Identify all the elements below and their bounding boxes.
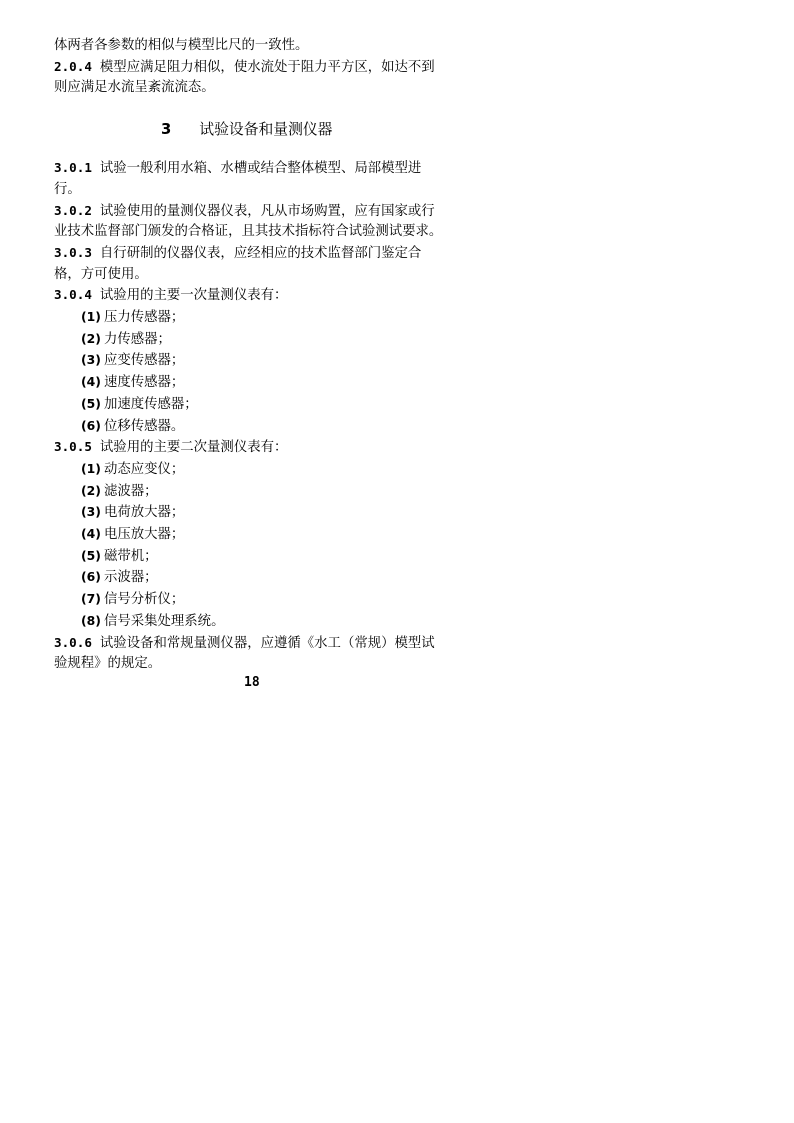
clause-text: 试验设备和常规量测仪器，应遵循《水工（常规）模型试 xyxy=(99,635,435,651)
clause-3-0-2 xyxy=(54,201,456,243)
list-item: (2) 力传感器； xyxy=(81,330,171,347)
clause-text: 模型应满足阻力相似，使水流处于阻力平方区，如达不到 xyxy=(99,59,435,75)
list-item: (4) 电压放大器； xyxy=(81,526,185,543)
clause-3-0-1 xyxy=(54,158,456,200)
clause-2-0-4 xyxy=(54,57,456,99)
clause-text-continued: 业技术监督部门颁发的合格证，且其技术指标符合试验测试要求。 xyxy=(54,224,443,240)
clause-number: 3.0.4 xyxy=(54,287,92,303)
clause-number: 3.0.1 xyxy=(54,160,92,176)
chapter-title: 试验设备和量测仪器 xyxy=(199,121,333,139)
list-item: (5) 加速度传感器； xyxy=(81,395,198,412)
secondary-instrument-list xyxy=(54,459,456,633)
list-item: (4) 速度传感器； xyxy=(81,374,185,391)
clause-text: 自行研制的仪器仪表，应经相应的技术监督部门鉴定合 xyxy=(99,245,422,261)
continuation-text: 体两者各参数的相似与模型比尺的一致性。 xyxy=(54,38,309,53)
list-item: (1) 压力传感器； xyxy=(81,309,185,326)
list-item: (6) 示波器； xyxy=(81,569,158,586)
list-item: (3) 电荷放大器； xyxy=(81,504,185,521)
clause-number: 3.0.6 xyxy=(54,634,92,650)
clause-3-0-6 xyxy=(54,633,456,675)
list-item: (7) 信号分析仪； xyxy=(81,591,185,608)
clause-number: 3.0.2 xyxy=(54,202,92,218)
list-item: (2) 滤波器； xyxy=(81,482,158,499)
clause-text-continued: 验规程》的规定。 xyxy=(54,656,162,672)
chapter-heading xyxy=(54,118,456,142)
clause-intro: 试验用的主要一次量测仪表有： xyxy=(99,288,288,304)
clause-3-0-5 xyxy=(54,437,456,632)
clause-3-0-3 xyxy=(54,243,456,285)
page-number: 18 xyxy=(244,675,260,690)
chapter-number: 3 xyxy=(161,121,172,139)
clause-text-continued: 则应满足水流呈紊流流态。 xyxy=(54,80,215,96)
clause-intro: 试验用的主要二次量测仪表有： xyxy=(99,440,288,456)
list-item: (1) 动态应变仪； xyxy=(81,460,185,477)
list-item: (8) 信号采集处理系统。 xyxy=(81,612,225,629)
clause-text: 试验使用的量测仪器仪表，凡从市场购置，应有国家或行 xyxy=(99,203,435,219)
clause-3-0-4 xyxy=(54,285,456,437)
clause-number: 3.0.3 xyxy=(54,244,92,260)
list-item: (3) 应变传感器； xyxy=(81,352,185,369)
list-item: (6) 位移传感器。 xyxy=(81,417,185,434)
document-body xyxy=(54,36,456,675)
clause-number: 3.0.5 xyxy=(54,439,92,455)
primary-instrument-list xyxy=(54,307,456,437)
clause-text-continued: 行。 xyxy=(54,181,81,197)
list-item: (5) 磁带机； xyxy=(81,547,158,564)
clause-number: 2.0.4 xyxy=(54,58,92,74)
clause-text-continued: 格，方可使用。 xyxy=(54,266,148,282)
clause-text: 试验一般利用水箱、水槽或结合整体模型、局部模型进 xyxy=(99,161,422,177)
